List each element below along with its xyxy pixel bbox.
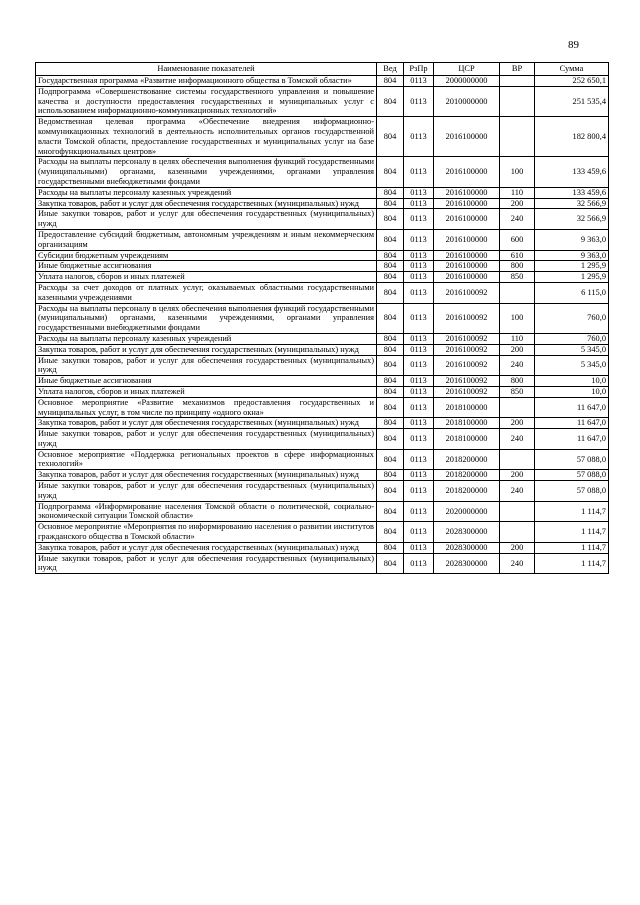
header-ved: Вед	[377, 63, 404, 76]
cell-name: Закупка товаров, работ и услуг для обеспечения государственных (муниципальных) нужд	[36, 418, 377, 429]
cell-ved: 804	[377, 282, 404, 303]
cell-sum: 10,0	[535, 386, 609, 397]
cell-sum: 57 088,0	[535, 481, 609, 502]
cell-sum: 9 363,0	[535, 229, 609, 250]
cell-ved: 804	[377, 117, 404, 157]
cell-ved: 804	[377, 397, 404, 418]
cell-csr: 2016100000	[434, 250, 500, 261]
table-row	[36, 198, 609, 209]
cell-csr: 2016100000	[434, 272, 500, 283]
header-csr: ЦСР	[434, 63, 500, 76]
cell-vr	[500, 282, 535, 303]
cell-sum: 11 647,0	[535, 418, 609, 429]
table-row	[36, 553, 609, 574]
cell-name: Расходы на выплаты персоналу казенных учреждений	[36, 187, 377, 198]
cell-csr: 2016100000	[434, 209, 500, 230]
table-header-row	[36, 63, 609, 76]
cell-csr: 2016100092	[434, 282, 500, 303]
table-row	[36, 501, 609, 522]
cell-sum: 10,0	[535, 376, 609, 387]
cell-name: Основное мероприятие «Мероприятия по информированию населения о развитии институтов гражданского общества в Томской области»	[36, 522, 377, 543]
cell-name: Субсидии бюджетным учреждениям	[36, 250, 377, 261]
cell-ved: 804	[377, 355, 404, 376]
cell-name: Подпрограмма «Информирование населения Томской области о политической, социально-экономической ситуации Томской области»	[36, 501, 377, 522]
page-number: 89	[568, 39, 579, 51]
cell-rzpr: 0113	[404, 157, 434, 187]
cell-vr: 850	[500, 386, 535, 397]
cell-rzpr: 0113	[404, 386, 434, 397]
cell-csr: 2016100092	[434, 333, 500, 344]
cell-vr	[500, 501, 535, 522]
cell-vr: 200	[500, 198, 535, 209]
cell-vr	[500, 397, 535, 418]
cell-csr: 2016100000	[434, 117, 500, 157]
cell-ved: 804	[377, 470, 404, 481]
table-row	[36, 261, 609, 272]
cell-csr: 2028300000	[434, 522, 500, 543]
cell-rzpr: 0113	[404, 355, 434, 376]
table-row	[36, 344, 609, 355]
cell-csr: 2018200000	[434, 470, 500, 481]
cell-ved: 804	[377, 198, 404, 209]
cell-rzpr: 0113	[404, 272, 434, 283]
cell-sum: 1 114,7	[535, 522, 609, 543]
table-row	[36, 282, 609, 303]
cell-name: Основное мероприятие «Поддержка региональных проектов в сфере информационных технологий»	[36, 449, 377, 470]
cell-rzpr: 0113	[404, 333, 434, 344]
header-name: Наименование показателей	[36, 63, 377, 76]
cell-sum: 5 345,0	[535, 355, 609, 376]
cell-sum: 1 295,9	[535, 261, 609, 272]
cell-vr: 110	[500, 333, 535, 344]
cell-rzpr: 0113	[404, 187, 434, 198]
cell-vr: 600	[500, 229, 535, 250]
cell-vr: 100	[500, 303, 535, 333]
cell-rzpr: 0113	[404, 117, 434, 157]
table-row	[36, 522, 609, 543]
cell-rzpr: 0113	[404, 449, 434, 470]
cell-rzpr: 0113	[404, 481, 434, 502]
cell-vr	[500, 522, 535, 543]
table-row	[36, 386, 609, 397]
cell-vr: 200	[500, 542, 535, 553]
cell-name: Уплата налогов, сборов и иных платежей	[36, 272, 377, 283]
cell-rzpr: 0113	[404, 303, 434, 333]
cell-sum: 1 114,7	[535, 542, 609, 553]
cell-csr: 2016100092	[434, 376, 500, 387]
cell-csr: 2016100092	[434, 355, 500, 376]
cell-sum: 760,0	[535, 303, 609, 333]
cell-vr	[500, 86, 535, 116]
cell-rzpr: 0113	[404, 250, 434, 261]
cell-name: Государственная программа «Развитие информационного общества в Томской области»	[36, 76, 377, 87]
cell-rzpr: 0113	[404, 376, 434, 387]
cell-ved: 804	[377, 376, 404, 387]
cell-csr: 2018100000	[434, 429, 500, 450]
cell-sum: 1 295,9	[535, 272, 609, 283]
cell-sum: 1 114,7	[535, 553, 609, 574]
table-row	[36, 333, 609, 344]
cell-name: Иные бюджетные ассигнования	[36, 376, 377, 387]
table-row	[36, 481, 609, 502]
header-vr: ВР	[500, 63, 535, 76]
cell-csr: 2010000000	[434, 86, 500, 116]
cell-name: Основное мероприятие «Развитие механизмов предоставления государственных и муниципальных услуг, в том числе по принципу «одного окна»	[36, 397, 377, 418]
cell-name: Уплата налогов, сборов и иных платежей	[36, 386, 377, 397]
cell-vr: 200	[500, 344, 535, 355]
cell-name: Закупка товаров, работ и услуг для обеспечения государственных (муниципальных) нужд	[36, 470, 377, 481]
cell-ved: 804	[377, 429, 404, 450]
table-row	[36, 542, 609, 553]
cell-vr: 610	[500, 250, 535, 261]
table-row	[36, 397, 609, 418]
table-row	[36, 470, 609, 481]
cell-ved: 804	[377, 76, 404, 87]
cell-csr: 2028300000	[434, 553, 500, 574]
cell-name: Расходы на выплаты персоналу в целях обеспечения выполнения функций государственными (муниципальными) органами, казенными учреждениями, органами управления государственными внебюджетными фондами	[36, 303, 377, 333]
cell-rzpr: 0113	[404, 470, 434, 481]
cell-name: Иные закупки товаров, работ и услуг для обеспечения государственных (муниципальных) нужд	[36, 209, 377, 230]
cell-name: Подпрограмма «Совершенствование системы государственного управления и повышение качества и доступности предоставления государственных и муниципальных услуг с использованием информационно-коммуникационных технологий»	[36, 86, 377, 116]
table-row	[36, 376, 609, 387]
cell-csr: 2028300000	[434, 542, 500, 553]
cell-rzpr: 0113	[404, 261, 434, 272]
table-row	[36, 272, 609, 283]
cell-vr: 100	[500, 157, 535, 187]
cell-rzpr: 0113	[404, 429, 434, 450]
table-row	[36, 187, 609, 198]
table-row	[36, 250, 609, 261]
cell-sum: 252 650,1	[535, 76, 609, 87]
cell-name: Иные закупки товаров, работ и услуг для обеспечения государственных (муниципальных) нужд	[36, 355, 377, 376]
cell-ved: 804	[377, 209, 404, 230]
cell-vr: 850	[500, 272, 535, 283]
cell-vr: 800	[500, 376, 535, 387]
header-rzpr: РзПр	[404, 63, 434, 76]
cell-rzpr: 0113	[404, 501, 434, 522]
table-row	[36, 76, 609, 87]
cell-name: Предоставление субсидий бюджетным, автономным учреждениям и иным некоммерческим организациям	[36, 229, 377, 250]
cell-name: Расходы на выплаты персоналу казенных учреждений	[36, 333, 377, 344]
cell-rzpr: 0113	[404, 344, 434, 355]
cell-name: Ведомственная целевая программа «Обеспечение внедрения информационно-коммуникационных технологий в деятельность исполнительных органов государственной власти Томской области, предоставление государственных и муниципальных услуг на базе многофункциональных центров»	[36, 117, 377, 157]
cell-ved: 804	[377, 522, 404, 543]
cell-vr: 240	[500, 481, 535, 502]
cell-ved: 804	[377, 481, 404, 502]
header-sum: Сумма	[535, 63, 609, 76]
cell-sum: 1 114,7	[535, 501, 609, 522]
cell-sum: 57 088,0	[535, 470, 609, 481]
cell-ved: 804	[377, 229, 404, 250]
cell-rzpr: 0113	[404, 282, 434, 303]
cell-rzpr: 0113	[404, 397, 434, 418]
cell-vr: 240	[500, 429, 535, 450]
table-row	[36, 449, 609, 470]
cell-csr: 2016100000	[434, 187, 500, 198]
cell-vr	[500, 449, 535, 470]
cell-rzpr: 0113	[404, 229, 434, 250]
cell-vr	[500, 117, 535, 157]
cell-ved: 804	[377, 187, 404, 198]
cell-ved: 804	[377, 553, 404, 574]
cell-sum: 251 535,4	[535, 86, 609, 116]
cell-sum: 32 566,9	[535, 209, 609, 230]
cell-csr: 2020000000	[434, 501, 500, 522]
cell-ved: 804	[377, 542, 404, 553]
cell-sum: 6 115,0	[535, 282, 609, 303]
table-row	[36, 303, 609, 333]
cell-vr: 240	[500, 209, 535, 230]
cell-name: Закупка товаров, работ и услуг для обеспечения государственных (муниципальных) нужд	[36, 542, 377, 553]
cell-vr: 110	[500, 187, 535, 198]
cell-csr: 2000000000	[434, 76, 500, 87]
cell-sum: 133 459,6	[535, 187, 609, 198]
cell-ved: 804	[377, 157, 404, 187]
cell-csr: 2018100000	[434, 397, 500, 418]
cell-ved: 804	[377, 272, 404, 283]
cell-name: Иные бюджетные ассигнования	[36, 261, 377, 272]
cell-sum: 11 647,0	[535, 429, 609, 450]
cell-csr: 2016100000	[434, 261, 500, 272]
cell-sum: 9 363,0	[535, 250, 609, 261]
cell-ved: 804	[377, 333, 404, 344]
cell-sum: 57 088,0	[535, 449, 609, 470]
table-row	[36, 117, 609, 157]
cell-name: Закупка товаров, работ и услуг для обеспечения государственных (муниципальных) нужд	[36, 344, 377, 355]
cell-sum: 5 345,0	[535, 344, 609, 355]
cell-ved: 804	[377, 418, 404, 429]
cell-rzpr: 0113	[404, 86, 434, 116]
cell-csr: 2016100000	[434, 229, 500, 250]
cell-name: Закупка товаров, работ и услуг для обеспечения государственных (муниципальных) нужд	[36, 198, 377, 209]
cell-rzpr: 0113	[404, 76, 434, 87]
cell-sum: 32 566,9	[535, 198, 609, 209]
cell-csr: 2016100092	[434, 344, 500, 355]
cell-csr: 2018200000	[434, 481, 500, 502]
cell-vr: 200	[500, 470, 535, 481]
cell-name: Иные закупки товаров, работ и услуг для обеспечения государственных (муниципальных) нужд	[36, 481, 377, 502]
cell-name: Иные закупки товаров, работ и услуг для обеспечения государственных (муниципальных) нужд	[36, 553, 377, 574]
table-row	[36, 229, 609, 250]
cell-rzpr: 0113	[404, 542, 434, 553]
cell-ved: 804	[377, 449, 404, 470]
cell-csr: 2016100000	[434, 198, 500, 209]
cell-csr: 2018100000	[434, 418, 500, 429]
cell-ved: 804	[377, 303, 404, 333]
cell-sum: 760,0	[535, 333, 609, 344]
table-row	[36, 429, 609, 450]
cell-rzpr: 0113	[404, 553, 434, 574]
cell-ved: 804	[377, 261, 404, 272]
cell-vr: 240	[500, 355, 535, 376]
cell-vr: 200	[500, 418, 535, 429]
cell-csr: 2016100092	[434, 303, 500, 333]
table-row	[36, 86, 609, 116]
table-row	[36, 209, 609, 230]
cell-ved: 804	[377, 344, 404, 355]
table-row	[36, 418, 609, 429]
cell-rzpr: 0113	[404, 418, 434, 429]
cell-sum: 133 459,6	[535, 157, 609, 187]
cell-sum: 182 800,4	[535, 117, 609, 157]
cell-ved: 804	[377, 250, 404, 261]
cell-rzpr: 0113	[404, 209, 434, 230]
table-row	[36, 157, 609, 187]
table-row	[36, 355, 609, 376]
cell-csr: 2018200000	[434, 449, 500, 470]
cell-rzpr: 0113	[404, 198, 434, 209]
cell-name: Расходы на выплаты персоналу в целях обеспечения выполнения функций государственными (муниципальными) органами, казенными учреждениями, органами управления государственными внебюджетными фондами	[36, 157, 377, 187]
cell-vr	[500, 76, 535, 87]
cell-ved: 804	[377, 86, 404, 116]
cell-name: Расходы за счет доходов от платных услуг, оказываемых областными государственными казенными учреждениями	[36, 282, 377, 303]
cell-ved: 804	[377, 501, 404, 522]
cell-name: Иные закупки товаров, работ и услуг для обеспечения государственных (муниципальных) нужд	[36, 429, 377, 450]
cell-sum: 11 647,0	[535, 397, 609, 418]
cell-csr: 2016100092	[434, 386, 500, 397]
cell-vr: 240	[500, 553, 535, 574]
cell-rzpr: 0113	[404, 522, 434, 543]
budget-table	[35, 62, 609, 574]
cell-vr: 800	[500, 261, 535, 272]
cell-csr: 2016100000	[434, 157, 500, 187]
cell-ved: 804	[377, 386, 404, 397]
